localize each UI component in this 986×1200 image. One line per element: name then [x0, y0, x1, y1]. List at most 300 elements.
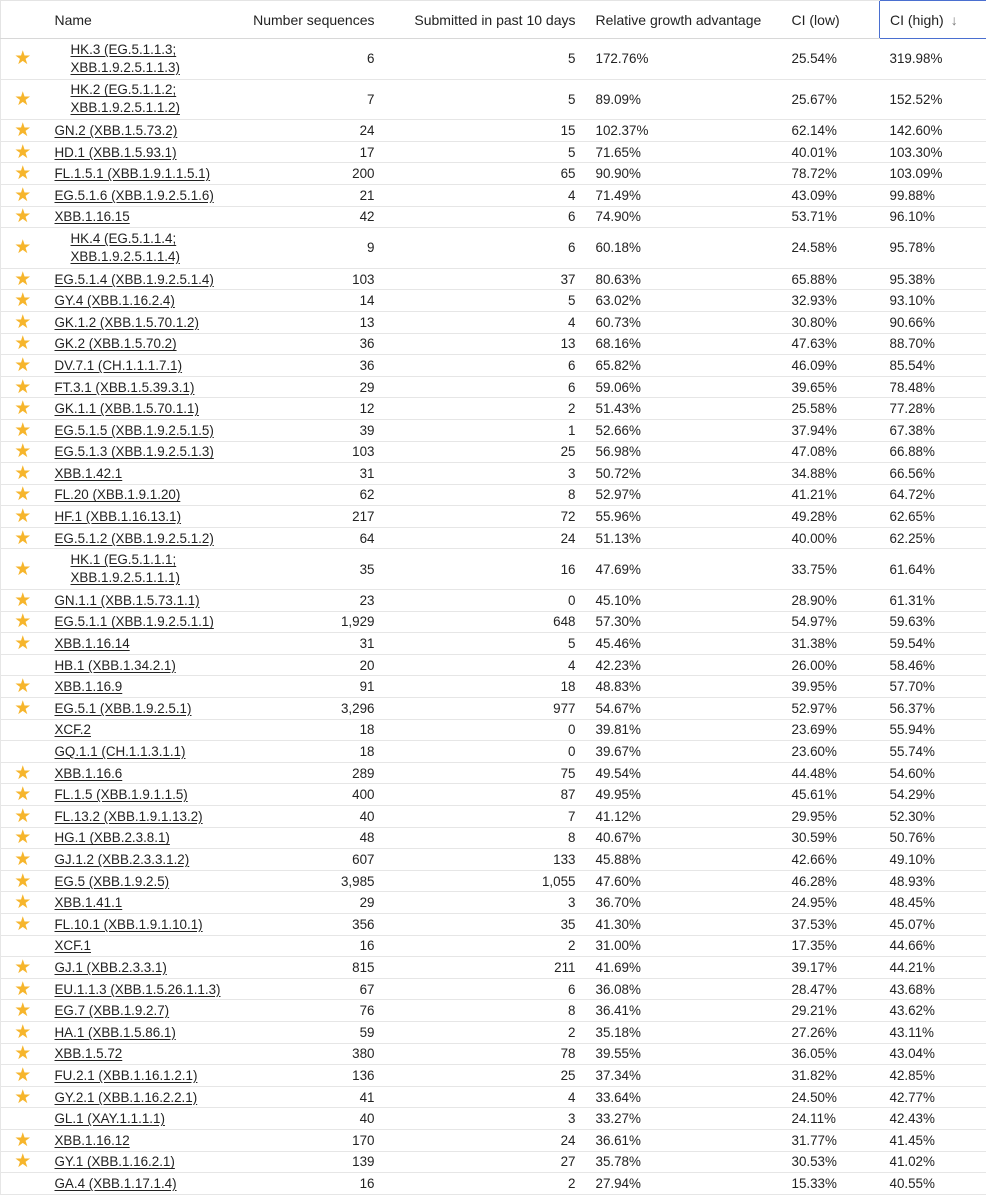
relative-growth-advantage-cell: 37.34% [586, 1065, 782, 1087]
star-icon[interactable]: ★ [14, 1151, 32, 1173]
relative-growth-advantage-cell: 31.00% [586, 935, 782, 957]
table-row [1, 1000, 986, 1022]
number-sequences-cell: 139 [241, 1151, 385, 1173]
ci-high-cell: 56.37% [880, 698, 986, 720]
number-sequences-cell: 91 [241, 676, 385, 698]
star-cell [1, 1151, 45, 1173]
lineage-name-cell [45, 784, 241, 806]
ci-high-cell: 77.28% [880, 398, 986, 420]
lineage-name-cell [45, 290, 241, 312]
relative-growth-advantage-cell: 102.37% [586, 120, 782, 142]
star-icon[interactable]: ★ [14, 1064, 32, 1086]
number-sequences-cell: 62 [241, 484, 385, 506]
ci-low-cell: 28.90% [782, 590, 880, 612]
lineage-link[interactable]: FT.3.1 (XBB.1.5.39.3.1) [54, 379, 195, 395]
star-icon[interactable]: ★ [14, 398, 32, 420]
lineage-link[interactable]: FL.1.5.1 (XBB.1.9.1.1.5.1) [54, 166, 211, 182]
star-icon[interactable]: ★ [14, 527, 32, 549]
star-icon[interactable]: ★ [14, 978, 32, 1000]
star-cell [1, 506, 45, 528]
lineage-name-cell [45, 698, 241, 720]
relative-growth-advantage-cell: 41.69% [586, 957, 782, 979]
table-row [1, 1065, 986, 1087]
relative-growth-advantage-cell: 33.27% [586, 1108, 782, 1130]
ci-low-cell: 39.95% [782, 676, 880, 698]
ci-high-cell: 62.25% [880, 527, 986, 549]
relative-growth-advantage-cell: 51.13% [586, 527, 782, 549]
star-icon[interactable]: ★ [14, 1043, 32, 1065]
number-sequences-cell: 64 [241, 527, 385, 549]
star-icon[interactable]: ★ [14, 1086, 32, 1108]
lineage-link[interactable]: EG.5.1.4 (XBB.1.9.2.5.1.4) [54, 271, 214, 287]
lineage-link[interactable]: DV.7.1 (CH.1.1.1.7.1) [54, 357, 183, 373]
lineage-link[interactable]: GJ.1 (XBB.2.3.3.1) [54, 959, 167, 975]
ci-high-cell: 95.38% [880, 268, 986, 290]
table-row [1, 1021, 986, 1043]
star-cell [1, 806, 45, 828]
table-row [1, 849, 986, 871]
lineage-link[interactable]: GQ.1.1 (CH.1.1.3.1.1) [54, 744, 186, 760]
lineage-name-cell [45, 590, 241, 612]
table-row [1, 719, 986, 741]
relative-growth-advantage-cell: 35.18% [586, 1021, 782, 1043]
ci-low-cell: 15.33% [782, 1173, 880, 1195]
lineage-link[interactable]: XBB.1.16.12 [54, 1132, 130, 1148]
number-sequences-cell: 1,929 [241, 611, 385, 633]
ci-high-cell: 41.45% [880, 1129, 986, 1151]
star-icon[interactable]: ★ [14, 333, 32, 355]
submitted-past-10-days-cell: 18 [385, 676, 586, 698]
star-cell [1, 376, 45, 398]
number-sequences-cell: 42 [241, 206, 385, 228]
number-sequences-cell: 815 [241, 957, 385, 979]
star-icon[interactable]: ★ [14, 184, 32, 206]
lineage-link[interactable]: XCF.1 [54, 938, 91, 954]
lineage-link[interactable]: EG.5.1.3 (XBB.1.9.2.5.1.3) [54, 444, 214, 460]
relative-growth-advantage-cell: 36.61% [586, 1129, 782, 1151]
star-icon[interactable]: ★ [14, 441, 32, 463]
lineage-link[interactable]: XBB.1.16.14 [54, 636, 130, 652]
lineage-link[interactable]: FL.1.5 (XBB.1.9.1.1.5) [54, 787, 188, 803]
ci-low-cell: 30.80% [782, 311, 880, 333]
lineage-link[interactable]: XBB.1.16.15 [54, 209, 130, 225]
header-submitted-past-10-days[interactable]: Submitted in past 10 days [385, 1, 586, 39]
number-sequences-cell: 400 [241, 784, 385, 806]
lineage-link[interactable]: FL.20 (XBB.1.9.1.20) [54, 487, 181, 503]
star-icon[interactable]: ★ [14, 119, 32, 141]
number-sequences-cell: 7 [241, 79, 385, 120]
star-icon[interactable]: ★ [14, 1021, 32, 1043]
lineage-link[interactable]: XBB.1.16.6 [54, 765, 123, 781]
submitted-past-10-days-cell: 8 [385, 827, 586, 849]
ci-low-cell: 52.97% [782, 698, 880, 720]
lineage-name-cell [45, 333, 241, 355]
star-cell [1, 39, 45, 80]
submitted-past-10-days-cell: 3 [385, 892, 586, 914]
lineage-link[interactable]: EG.5.1 (XBB.1.9.2.5.1) [54, 700, 192, 716]
lineage-link[interactable]: HD.1 (XBB.1.5.93.1) [54, 144, 177, 160]
lineage-link[interactable]: GK.2 (XBB.1.5.70.2) [54, 336, 177, 352]
number-sequences-cell: 9 [241, 228, 385, 269]
submitted-past-10-days-cell: 1 [385, 419, 586, 441]
star-icon[interactable]: ★ [14, 484, 32, 506]
table-row [1, 654, 986, 676]
sort-descending-icon[interactable]: ↓ [950, 11, 958, 28]
submitted-past-10-days-cell: 2 [385, 935, 586, 957]
number-sequences-cell: 23 [241, 590, 385, 612]
number-sequences-cell: 76 [241, 1000, 385, 1022]
ci-high-cell: 103.30% [880, 141, 986, 163]
lineage-link[interactable]: EG.5.1.5 (XBB.1.9.2.5.1.5) [54, 422, 214, 438]
submitted-past-10-days-cell: 6 [385, 355, 586, 377]
lineage-link[interactable]: GY.2.1 (XBB.1.16.2.2.1) [54, 1089, 198, 1105]
number-sequences-cell: 31 [241, 633, 385, 655]
ci-high-cell: 78.48% [880, 376, 986, 398]
relative-growth-advantage-cell: 90.90% [586, 163, 782, 185]
lineage-link[interactable]: HG.1 (XBB.2.3.8.1) [54, 830, 170, 846]
ci-low-cell: 39.65% [782, 376, 880, 398]
ci-high-cell: 62.65% [880, 506, 986, 528]
lineage-link[interactable]: GN.2 (XBB.1.5.73.2) [54, 122, 178, 138]
star-icon[interactable]: ★ [14, 913, 32, 935]
lineage-name-cell [45, 1021, 241, 1043]
submitted-past-10-days-cell: 24 [385, 1129, 586, 1151]
lineage-name-cell [45, 1108, 241, 1130]
lineage-link[interactable]: GJ.1.2 (XBB.2.3.3.1.2) [54, 851, 190, 867]
star-icon[interactable]: ★ [14, 462, 32, 484]
lineage-link[interactable]: GY.1 (XBB.1.16.2.1) [54, 1154, 175, 1170]
star-icon[interactable]: ★ [14, 1129, 32, 1151]
lineage-link[interactable]: GL.1 (XAY.1.1.1.1) [54, 1111, 165, 1127]
header-ci-low[interactable]: CI (low) [782, 1, 880, 39]
ci-low-cell: 24.50% [782, 1086, 880, 1108]
number-sequences-cell: 170 [241, 1129, 385, 1151]
table-row [1, 741, 986, 763]
star-icon[interactable]: ★ [14, 892, 32, 914]
star-cell [1, 633, 45, 655]
star-cell [1, 935, 45, 957]
number-sequences-cell: 136 [241, 1065, 385, 1087]
table-row [1, 1043, 986, 1065]
table-row [1, 913, 986, 935]
relative-growth-advantage-cell: 36.70% [586, 892, 782, 914]
ci-high-cell: 44.21% [880, 957, 986, 979]
submitted-past-10-days-cell: 4 [385, 1086, 586, 1108]
relative-growth-advantage-cell: 63.02% [586, 290, 782, 312]
lineage-link[interactable]: HB.1 (XBB.1.34.2.1) [54, 657, 176, 673]
star-icon[interactable]: ★ [14, 1000, 32, 1022]
lineage-link[interactable]: FU.2.1 (XBB.1.16.1.2.1) [54, 1067, 198, 1083]
star-cell [1, 163, 45, 185]
star-icon[interactable]: ★ [14, 506, 32, 528]
ci-high-cell: 142.60% [880, 120, 986, 142]
ci-high-cell: 40.55% [880, 1173, 986, 1195]
star-icon[interactable]: ★ [14, 827, 32, 849]
ci-low-cell: 49.28% [782, 506, 880, 528]
ci-low-cell: 43.09% [782, 184, 880, 206]
table-row [1, 1173, 986, 1195]
table-row [1, 206, 986, 228]
submitted-past-10-days-cell: 6 [385, 206, 586, 228]
ci-high-cell: 95.78% [880, 228, 986, 269]
relative-growth-advantage-cell: 39.67% [586, 741, 782, 763]
ci-high-cell: 64.72% [880, 484, 986, 506]
lineage-name-cell [45, 1173, 241, 1195]
star-icon[interactable]: ★ [14, 762, 32, 784]
star-cell [1, 698, 45, 720]
star-cell [1, 268, 45, 290]
relative-growth-advantage-cell: 40.67% [586, 827, 782, 849]
number-sequences-cell: 13 [241, 311, 385, 333]
star-cell [1, 184, 45, 206]
ci-low-cell: 24.95% [782, 892, 880, 914]
lineage-link[interactable]: GA.4 (XBB.1.17.1.4) [54, 1175, 177, 1191]
submitted-past-10-days-cell: 5 [385, 79, 586, 120]
lineage-name-cell [45, 1129, 241, 1151]
ci-low-cell: 41.21% [782, 484, 880, 506]
ci-low-cell: 30.53% [782, 1151, 880, 1173]
star-cell [1, 913, 45, 935]
number-sequences-cell: 356 [241, 913, 385, 935]
star-icon[interactable]: ★ [14, 784, 32, 806]
star-cell [1, 120, 45, 142]
star-cell [1, 1021, 45, 1043]
relative-growth-advantage-cell: 80.63% [586, 268, 782, 290]
header-ci-high[interactable] [880, 1, 986, 39]
star-cell [1, 1086, 45, 1108]
star-icon[interactable]: ★ [14, 48, 32, 70]
ci-low-cell: 39.17% [782, 957, 880, 979]
ci-high-cell: 50.76% [880, 827, 986, 849]
star-icon[interactable]: ★ [14, 163, 32, 185]
header-relative-growth-advantage[interactable]: Relative growth advantage [586, 1, 782, 39]
relative-growth-advantage-cell: 36.08% [586, 978, 782, 1000]
submitted-past-10-days-cell: 8 [385, 484, 586, 506]
number-sequences-cell: 39 [241, 419, 385, 441]
table-row [1, 827, 986, 849]
number-sequences-cell: 289 [241, 762, 385, 784]
submitted-past-10-days-cell: 2 [385, 1021, 586, 1043]
lineage-name-cell [45, 398, 241, 420]
star-icon[interactable]: ★ [14, 237, 32, 259]
lineage-name-cell [45, 163, 241, 185]
header-number-sequences[interactable]: Number sequences [241, 1, 385, 39]
lineage-link[interactable]: EG.5 (XBB.1.9.2.5) [54, 873, 170, 889]
relative-growth-advantage-cell: 45.46% [586, 633, 782, 655]
table-row [1, 484, 986, 506]
ci-low-cell: 37.53% [782, 913, 880, 935]
star-icon[interactable]: ★ [14, 376, 32, 398]
lineage-link[interactable]: FL.10.1 (XBB.1.9.1.10.1) [54, 916, 203, 932]
lineage-name-cell [45, 79, 241, 120]
ci-low-cell: 23.60% [782, 741, 880, 763]
table-row [1, 935, 986, 957]
lineage-link[interactable]: HF.1 (XBB.1.16.13.1) [54, 509, 182, 525]
star-icon[interactable]: ★ [14, 633, 32, 655]
lineage-name-cell [45, 141, 241, 163]
relative-growth-advantage-cell: 51.43% [586, 398, 782, 420]
relative-growth-advantage-cell: 41.30% [586, 913, 782, 935]
submitted-past-10-days-cell: 6 [385, 376, 586, 398]
lineage-name-cell [45, 1086, 241, 1108]
lineage-name-cell [45, 611, 241, 633]
submitted-past-10-days-cell: 5 [385, 39, 586, 80]
number-sequences-cell: 24 [241, 120, 385, 142]
ci-low-cell: 28.47% [782, 978, 880, 1000]
submitted-past-10-days-cell: 25 [385, 441, 586, 463]
star-cell [1, 527, 45, 549]
table-row [1, 978, 986, 1000]
star-icon[interactable]: ★ [14, 88, 32, 110]
submitted-past-10-days-cell: 5 [385, 290, 586, 312]
lineage-name-cell [45, 484, 241, 506]
star-cell [1, 484, 45, 506]
lineage-link[interactable]: HK.3 (EG.5.1.1.3; XBB.1.9.2.5.1.1.3) [70, 41, 180, 75]
star-icon[interactable]: ★ [14, 956, 32, 978]
ci-low-cell: 40.01% [782, 141, 880, 163]
number-sequences-cell: 200 [241, 163, 385, 185]
lineage-link[interactable]: HA.1 (XBB.1.5.86.1) [54, 1024, 176, 1040]
ci-high-cell: 42.85% [880, 1065, 986, 1087]
star-icon[interactable]: ★ [14, 805, 32, 827]
ci-high-cell: 45.07% [880, 913, 986, 935]
relative-growth-advantage-cell: 48.83% [586, 676, 782, 698]
lineage-link[interactable]: XBB.1.41.1 [54, 895, 123, 911]
table-row [1, 633, 986, 655]
star-icon[interactable]: ★ [14, 311, 32, 333]
star-icon[interactable]: ★ [14, 558, 32, 580]
lineage-link[interactable]: XCF.2 [54, 722, 91, 738]
lineage-link[interactable]: GY.4 (XBB.1.16.2.4) [54, 293, 175, 309]
ci-low-cell: 47.08% [782, 441, 880, 463]
lineage-name-cell [45, 1151, 241, 1173]
star-icon[interactable]: ★ [14, 206, 32, 228]
submitted-past-10-days-cell: 5 [385, 141, 586, 163]
ci-low-cell: 62.14% [782, 120, 880, 142]
star-icon[interactable]: ★ [14, 676, 32, 698]
relative-growth-advantage-cell: 39.81% [586, 719, 782, 741]
submitted-past-10-days-cell: 6 [385, 978, 586, 1000]
table-row [1, 892, 986, 914]
submitted-past-10-days-cell: 13 [385, 333, 586, 355]
ci-high-cell: 42.77% [880, 1086, 986, 1108]
star-icon[interactable]: ★ [14, 141, 32, 163]
lineage-link[interactable]: FL.13.2 (XBB.1.9.1.13.2) [54, 808, 203, 824]
star-icon[interactable]: ★ [14, 419, 32, 441]
star-icon[interactable]: ★ [14, 611, 32, 633]
lineage-link[interactable]: HK.2 (EG.5.1.1.2; XBB.1.9.2.5.1.1.2) [70, 82, 180, 116]
ci-low-cell: 31.77% [782, 1129, 880, 1151]
star-cell [1, 978, 45, 1000]
lineage-link[interactable]: GK.1.2 (XBB.1.5.70.1.2) [54, 314, 199, 330]
number-sequences-cell: 16 [241, 935, 385, 957]
star-icon[interactable]: ★ [14, 268, 32, 290]
submitted-past-10-days-cell: 75 [385, 762, 586, 784]
star-cell [1, 762, 45, 784]
header-name[interactable]: Name [45, 1, 241, 39]
lineage-link[interactable]: XBB.1.42.1 [54, 465, 123, 481]
lineage-name-cell [45, 1043, 241, 1065]
ci-high-cell: 52.30% [880, 806, 986, 828]
number-sequences-cell: 3,296 [241, 698, 385, 720]
submitted-past-10-days-cell: 211 [385, 957, 586, 979]
star-icon[interactable]: ★ [14, 870, 32, 892]
lineage-name-cell [45, 419, 241, 441]
lineage-name-cell [45, 1065, 241, 1087]
lineage-link[interactable]: HK.1 (EG.5.1.1.1; XBB.1.9.2.5.1.1.1) [70, 552, 180, 586]
star-icon[interactable]: ★ [14, 290, 32, 312]
ci-low-cell: 44.48% [782, 762, 880, 784]
table-row [1, 1129, 986, 1151]
ci-high-cell: 54.29% [880, 784, 986, 806]
number-sequences-cell: 20 [241, 654, 385, 676]
lineage-link[interactable]: EG.5.1.6 (XBB.1.9.2.5.1.6) [54, 187, 214, 203]
star-icon[interactable]: ★ [14, 589, 32, 611]
ci-high-cell: 90.66% [880, 311, 986, 333]
relative-growth-advantage-cell: 41.12% [586, 806, 782, 828]
relative-growth-advantage-cell: 52.66% [586, 419, 782, 441]
lineage-name-cell [45, 654, 241, 676]
table-row [1, 290, 986, 312]
ci-low-cell: 31.38% [782, 633, 880, 655]
lineage-link[interactable]: EG.5.1.2 (XBB.1.9.2.5.1.2) [54, 530, 214, 546]
table-row [1, 228, 986, 269]
submitted-past-10-days-cell: 3 [385, 1108, 586, 1130]
star-icon[interactable]: ★ [14, 697, 32, 719]
lineage-name-cell [45, 1000, 241, 1022]
table-row [1, 590, 986, 612]
number-sequences-cell: 41 [241, 1086, 385, 1108]
star-cell [1, 333, 45, 355]
ci-low-cell: 34.88% [782, 463, 880, 485]
ci-high-cell: 43.68% [880, 978, 986, 1000]
submitted-past-10-days-cell: 24 [385, 527, 586, 549]
table-row [1, 676, 986, 698]
relative-growth-advantage-cell: 33.64% [586, 1086, 782, 1108]
star-icon[interactable]: ★ [14, 848, 32, 870]
lineage-name-cell [45, 228, 241, 269]
lineage-link[interactable]: GK.1.1 (XBB.1.5.70.1.1) [54, 401, 199, 417]
lineage-link[interactable]: EU.1.1.3 (XBB.1.5.26.1.1.3) [54, 981, 221, 997]
number-sequences-cell: 29 [241, 376, 385, 398]
lineage-link[interactable]: XBB.1.16.9 [54, 679, 123, 695]
star-icon[interactable]: ★ [14, 354, 32, 376]
table-row [1, 141, 986, 163]
lineage-name-cell [45, 527, 241, 549]
lineage-link[interactable]: EG.5.1.1 (XBB.1.9.2.5.1.1) [54, 614, 214, 630]
ci-high-cell: 67.38% [880, 419, 986, 441]
ci-high-cell: 319.98% [880, 39, 986, 80]
table-row [1, 79, 986, 120]
lineage-link[interactable]: XBB.1.5.72 [54, 1046, 123, 1062]
lineage-name-cell [45, 935, 241, 957]
submitted-past-10-days-cell: 87 [385, 784, 586, 806]
lineage-link[interactable]: GN.1.1 (XBB.1.5.73.1.1) [54, 592, 200, 608]
number-sequences-cell: 103 [241, 441, 385, 463]
star-cell [1, 355, 45, 377]
ci-low-cell: 23.69% [782, 719, 880, 741]
submitted-past-10-days-cell: 0 [385, 719, 586, 741]
relative-growth-advantage-cell: 47.69% [586, 549, 782, 590]
submitted-past-10-days-cell: 8 [385, 1000, 586, 1022]
ci-high-cell: 48.45% [880, 892, 986, 914]
submitted-past-10-days-cell: 0 [385, 590, 586, 612]
table-row [1, 120, 986, 142]
lineage-link[interactable]: HK.4 (EG.5.1.1.4; XBB.1.9.2.5.1.1.4) [70, 230, 180, 264]
lineage-link[interactable]: EG.7 (XBB.1.9.2.7) [54, 1003, 170, 1019]
ci-low-cell: 40.00% [782, 527, 880, 549]
ci-high-cell: 61.31% [880, 590, 986, 612]
